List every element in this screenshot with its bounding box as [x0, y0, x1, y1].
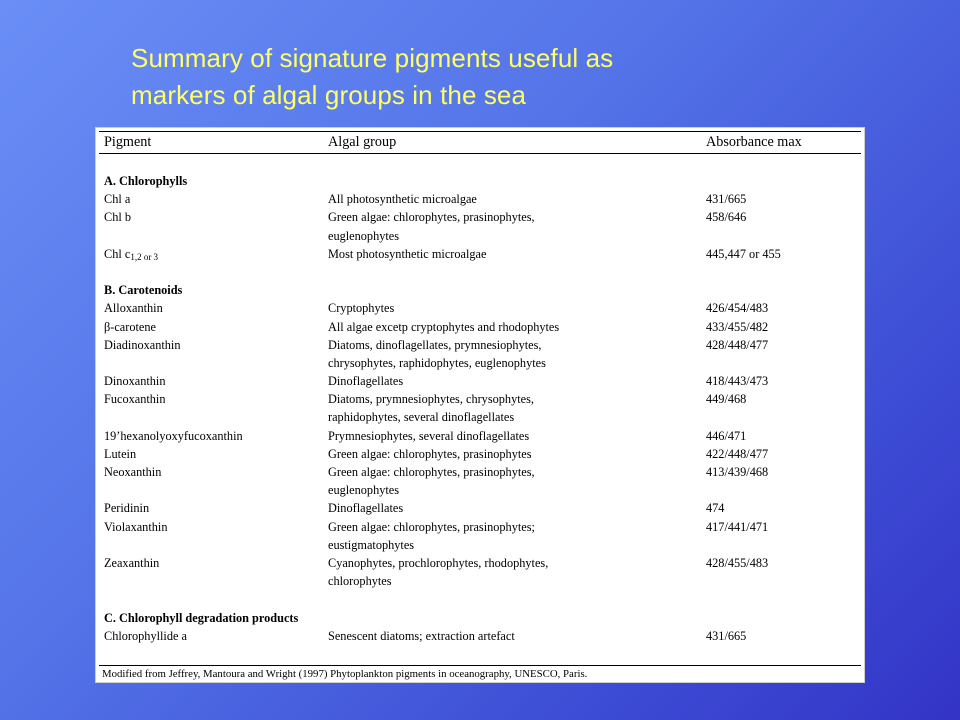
algal-group-line: Senescent diatoms; extraction artefact — [328, 628, 515, 643]
section-heading: A. Chlorophylls — [104, 174, 188, 188]
pigment-name: Lutein — [104, 446, 137, 461]
algal-group-line: Dinoflagellates — [328, 374, 404, 389]
algal-group-line: eustigmatophytes — [328, 537, 415, 552]
algal-group-cell — [328, 445, 688, 463]
table-row — [96, 318, 864, 336]
table-row — [96, 463, 864, 499]
table-row — [96, 499, 864, 517]
algal-group-line: Green algae: chlorophytes, prasinophytes; — [328, 519, 535, 534]
pigment-cell — [104, 299, 163, 317]
table-row — [96, 245, 864, 263]
table-bottom-rule — [99, 665, 861, 666]
pigment-cell — [104, 336, 181, 354]
pigment-name: 19’hexanolyoxyfucoxanthin — [104, 428, 243, 443]
pigment-cell — [104, 190, 130, 208]
absorbance-cell: 417/441/471 — [706, 519, 769, 534]
pigment-cell — [104, 463, 161, 481]
absorbance-cell: 431/665 — [706, 192, 747, 207]
pigment-name: Alloxanthin — [104, 301, 163, 316]
pigment-table — [95, 127, 865, 683]
table-row — [96, 627, 864, 645]
table-row — [96, 445, 864, 463]
table-row — [96, 190, 864, 208]
algal-group-cell — [328, 499, 688, 517]
absorbance-cell: 431/665 — [706, 628, 747, 643]
slide-title — [131, 40, 613, 114]
algal-group-cell — [328, 463, 688, 499]
section-heading-row — [96, 281, 864, 299]
row-spacer — [96, 263, 864, 281]
algal-group-line: All algae excetp cryptophytes and rhodophytes — [328, 319, 560, 334]
section-heading: B. Carotenoids — [104, 283, 183, 298]
row-spacer — [96, 590, 864, 608]
pigment-name: Chl c — [104, 246, 131, 261]
algal-group-line: Dinoflagellates — [328, 501, 404, 516]
algal-group-line: chlorophytes — [328, 574, 392, 589]
section-heading-row — [96, 609, 864, 627]
table-row — [96, 427, 864, 445]
pigment-subscript: 1,2 or 3 — [130, 251, 159, 262]
absorbance-cell: 426/454/483 — [706, 301, 769, 316]
pigment-cell — [104, 427, 243, 445]
section-heading: C. Chlorophyll degradation products — [104, 610, 299, 625]
pigment-name: Diadinoxanthin — [104, 337, 181, 352]
algal-group-cell — [328, 208, 688, 244]
table-row — [96, 518, 864, 554]
algal-group-line: Green algae: chlorophytes, prasinophytes, — [328, 465, 535, 480]
algal-group-line: Diatoms, prymnesiophytes, chrysophytes, — [328, 392, 534, 407]
absorbance-cell: 445,447 or 455 — [706, 246, 781, 261]
algal-group-line: Diatoms, dinoflagellates, prymnesiophytes, — [328, 337, 542, 352]
absorbance-cell: 449/468 — [706, 392, 747, 407]
table-footnote: Modified from Jeffrey, Mantoura and Wright (1997) Phytoplankton pigments in oceanography, UNESCO, Paris. — [102, 668, 588, 680]
table-row — [96, 299, 864, 317]
pigment-cell — [104, 554, 159, 572]
algal-group-line: euglenophytes — [328, 228, 400, 243]
algal-group-cell — [328, 299, 688, 317]
pigment-name: Chl b — [104, 210, 131, 225]
table-body — [96, 172, 864, 645]
algal-group-line: raphidophytes, several dinoflagellates — [328, 410, 515, 425]
algal-group-line: euglenophytes — [328, 483, 400, 498]
algal-group-cell — [328, 518, 688, 554]
pigment-cell — [104, 372, 165, 390]
pigment-cell — [104, 499, 149, 517]
algal-group-line: Most photosynthetic microalgae — [328, 246, 487, 261]
absorbance-cell: 446/471 — [706, 428, 747, 443]
table-row — [96, 372, 864, 390]
absorbance-cell: 474 — [706, 501, 725, 516]
algal-group-cell — [328, 554, 688, 590]
absorbance-cell: 413/439/468 — [706, 465, 769, 480]
header-pigment: Pigment — [104, 134, 152, 150]
algal-group-cell — [328, 372, 688, 390]
pigment-cell — [104, 445, 136, 463]
absorbance-cell: 458/646 — [706, 210, 747, 225]
pigment-name: Chl a — [104, 192, 131, 207]
algal-group-line: Prymnesiophytes, several dinoflagellates — [328, 428, 530, 443]
algal-group-cell — [328, 427, 688, 445]
table-row — [96, 208, 864, 244]
pigment-name: Violaxanthin — [104, 519, 168, 534]
algal-group-line: Cyanophytes, prochlorophytes, rhodophytes, — [328, 556, 549, 571]
table-row — [96, 336, 864, 372]
absorbance-cell: 433/455/482 — [706, 319, 769, 334]
algal-group-line: Green algae: chlorophytes, prasinophytes — [328, 446, 532, 461]
pigment-cell — [104, 390, 165, 408]
algal-group-cell — [328, 190, 688, 208]
algal-group-cell — [328, 390, 688, 426]
pigment-name: β-carotene — [104, 319, 156, 334]
algal-group-line: Green algae: chlorophytes, prasinophytes, — [328, 210, 535, 225]
algal-group-line: All photosynthetic microalgae — [328, 192, 477, 207]
pigment-name: Dinoxanthin — [104, 374, 166, 389]
slide-title-line-2: markers of algal groups in the sea — [131, 80, 527, 110]
pigment-cell — [104, 318, 156, 336]
table-header-row — [96, 132, 864, 152]
algal-group-line: chrysophytes, raphidophytes, euglenophytes — [328, 355, 546, 370]
section-heading-row — [96, 172, 864, 190]
absorbance-cell: 428/455/483 — [706, 556, 769, 571]
table-header-rule — [99, 153, 861, 154]
pigment-name: Neoxanthin — [104, 465, 162, 480]
algal-group-cell — [328, 245, 688, 263]
absorbance-cell: 428/448/477 — [706, 337, 769, 352]
pigment-name: Zeaxanthin — [104, 556, 160, 571]
algal-group-cell — [328, 318, 688, 336]
pigment-cell — [104, 208, 131, 226]
table-row — [96, 554, 864, 590]
algal-group-line: Cryptophytes — [328, 301, 395, 316]
header-algal-group: Algal group — [328, 134, 397, 150]
pigment-cell — [104, 627, 187, 645]
header-absorbance-max: Absorbance max — [706, 134, 802, 150]
table-row — [96, 390, 864, 426]
algal-group-cell — [328, 336, 688, 372]
pigment-name: Chlorophyllide a — [104, 628, 187, 643]
pigment-name: Peridinin — [104, 501, 150, 516]
absorbance-cell: 422/448/477 — [706, 446, 769, 461]
pigment-cell — [104, 518, 167, 536]
slide-title-line-1: Summary of signature pigments useful as — [131, 43, 614, 73]
algal-group-cell — [328, 627, 688, 645]
absorbance-cell: 418/443/473 — [706, 374, 769, 389]
pigment-name: Fucoxanthin — [104, 392, 166, 407]
